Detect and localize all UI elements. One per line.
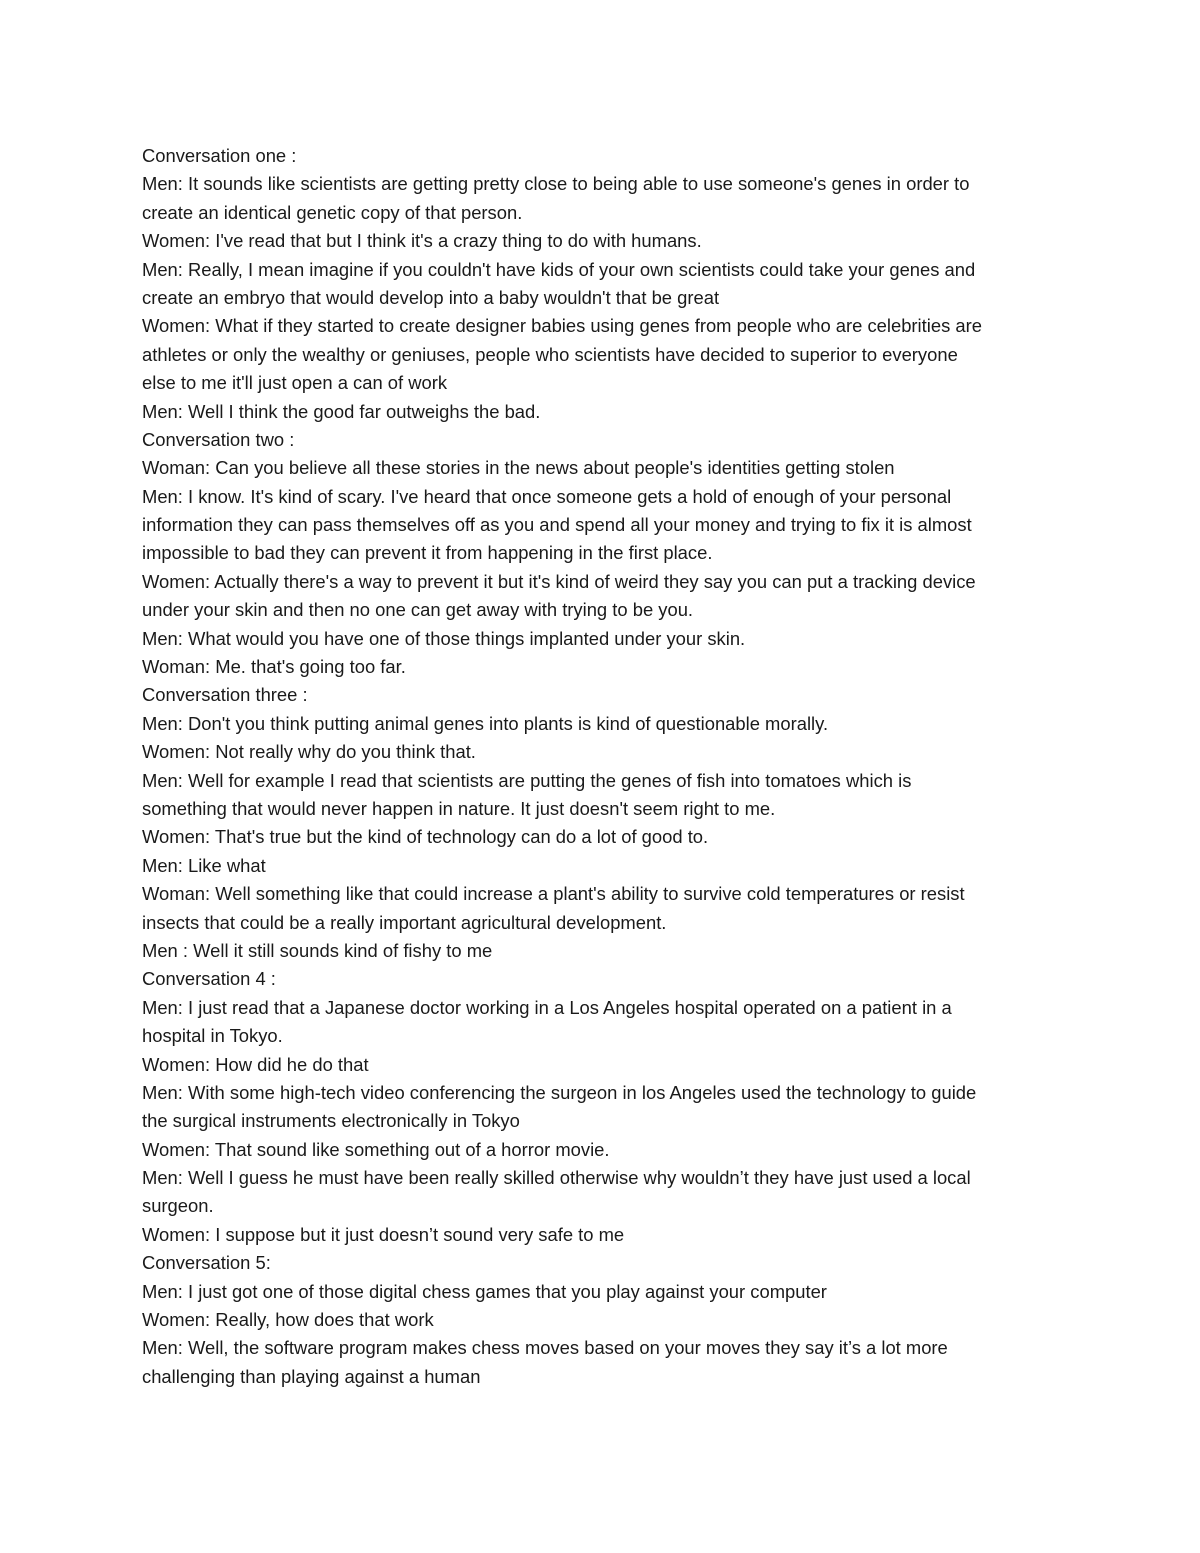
- text-line: under your skin and then no one can get away with trying to be you.: [142, 599, 694, 621]
- text-line: Men: Well I guess he must have been really skilled otherwise why wouldn’t they have just used a local: [142, 1167, 971, 1189]
- text-line: Woman: Can you believe all these stories in the news about people's identities getting stolen: [142, 457, 895, 479]
- text-line: Women: Really, how does that work: [142, 1309, 434, 1331]
- text-line: Men: I know. It's kind of scary. I've heard that once someone gets a hold of enough of your personal: [142, 485, 952, 507]
- heading-conversation-three: Conversation three :: [142, 684, 308, 706]
- text-line: Men: Like what: [142, 854, 266, 876]
- text-line: impossible to bad they can prevent it from happening in the first place.: [142, 542, 713, 564]
- text-line: Men: Don't you think putting animal genes into plants is kind of questionable morally.: [142, 712, 829, 734]
- heading-conversation-one: Conversation one :: [142, 145, 297, 166]
- text-line: Women: Actually there's a way to prevent it but it's kind of weird they say you can put a tracking device: [142, 570, 976, 592]
- text-line: surgeon.: [142, 1195, 214, 1217]
- text-line: Women: How did he do that: [142, 1053, 369, 1075]
- text-line: Women: I suppose but it just doesn’t sound very safe to me: [142, 1223, 625, 1245]
- text-line: Men : Well it still sounds kind of fishy to me: [142, 939, 493, 961]
- conversation-transcript: [142, 142, 1082, 1391]
- text-line: information they can pass themselves off as you and spend all your money and trying to fix it is almost: [142, 514, 972, 536]
- text-line: challenging than playing against a human: [142, 1365, 481, 1387]
- text-line: Women: What if they started to create designer babies using genes from people who are celebrities are: [142, 315, 982, 337]
- text-line: Men: What would you have one of those things implanted under your skin.: [142, 627, 746, 649]
- heading-conversation-two: Conversation two :: [142, 428, 295, 450]
- text-line: else to me it'll just open a can of work: [142, 372, 448, 394]
- text-line: Men: It sounds like scientists are getting pretty close to being able to use someone's genes in order to: [142, 173, 970, 195]
- text-line: athletes or only the wealthy or geniuses, people who scientists have decided to superior to everyone: [142, 343, 958, 365]
- text-line: insects that could be a really important agricultural development.: [142, 911, 667, 933]
- text-line: hospital in Tokyo.: [142, 1025, 283, 1047]
- text-line: create an identical genetic copy of that person.: [142, 201, 523, 223]
- text-line: Woman: Me. that's going too far.: [142, 656, 406, 678]
- text-line: Men: I just read that a Japanese doctor working in a Los Angeles hospital operated on a patient in a: [142, 996, 952, 1018]
- text-line: Men: With some high-tech video conferencing the surgeon in los Angeles used the technology to guide: [142, 1081, 977, 1103]
- heading-conversation-4: Conversation 4 :: [142, 968, 276, 990]
- text-line: Woman: Well something like that could increase a plant's ability to survive cold temperatures or resist: [142, 883, 965, 905]
- text-line: the surgical instruments electronically in Tokyo: [142, 1110, 520, 1132]
- text-line: Men: Well for example I read that scientists are putting the genes of fish into tomatoes which is: [142, 769, 912, 791]
- text-line: Women: That sound like something out of a horror movie.: [142, 1138, 610, 1160]
- text-line: Women: Not really why do you think that.: [142, 741, 476, 763]
- text-line: Men: Really, I mean imagine if you couldn't have kids of your own scientists could take your genes and: [142, 258, 976, 280]
- text-line: Men: Well I think the good far outweighs the bad.: [142, 400, 541, 422]
- text-line: something that would never happen in nature. It just doesn't seem right to me.: [142, 797, 776, 819]
- text-line: Women: That's true but the kind of technology can do a lot of good to.: [142, 826, 709, 848]
- heading-conversation-5: Conversation 5:: [142, 1252, 271, 1274]
- text-line: Men: I just got one of those digital chess games that you play against your computer: [142, 1280, 827, 1302]
- text-line: create an embryo that would develop into a baby wouldn't that be great: [142, 286, 720, 308]
- text-line: Women: I've read that but I think it's a crazy thing to do with humans.: [142, 230, 702, 252]
- text-line: Men: Well, the software program makes chess moves based on your moves they say it’s a lot more: [142, 1337, 948, 1359]
